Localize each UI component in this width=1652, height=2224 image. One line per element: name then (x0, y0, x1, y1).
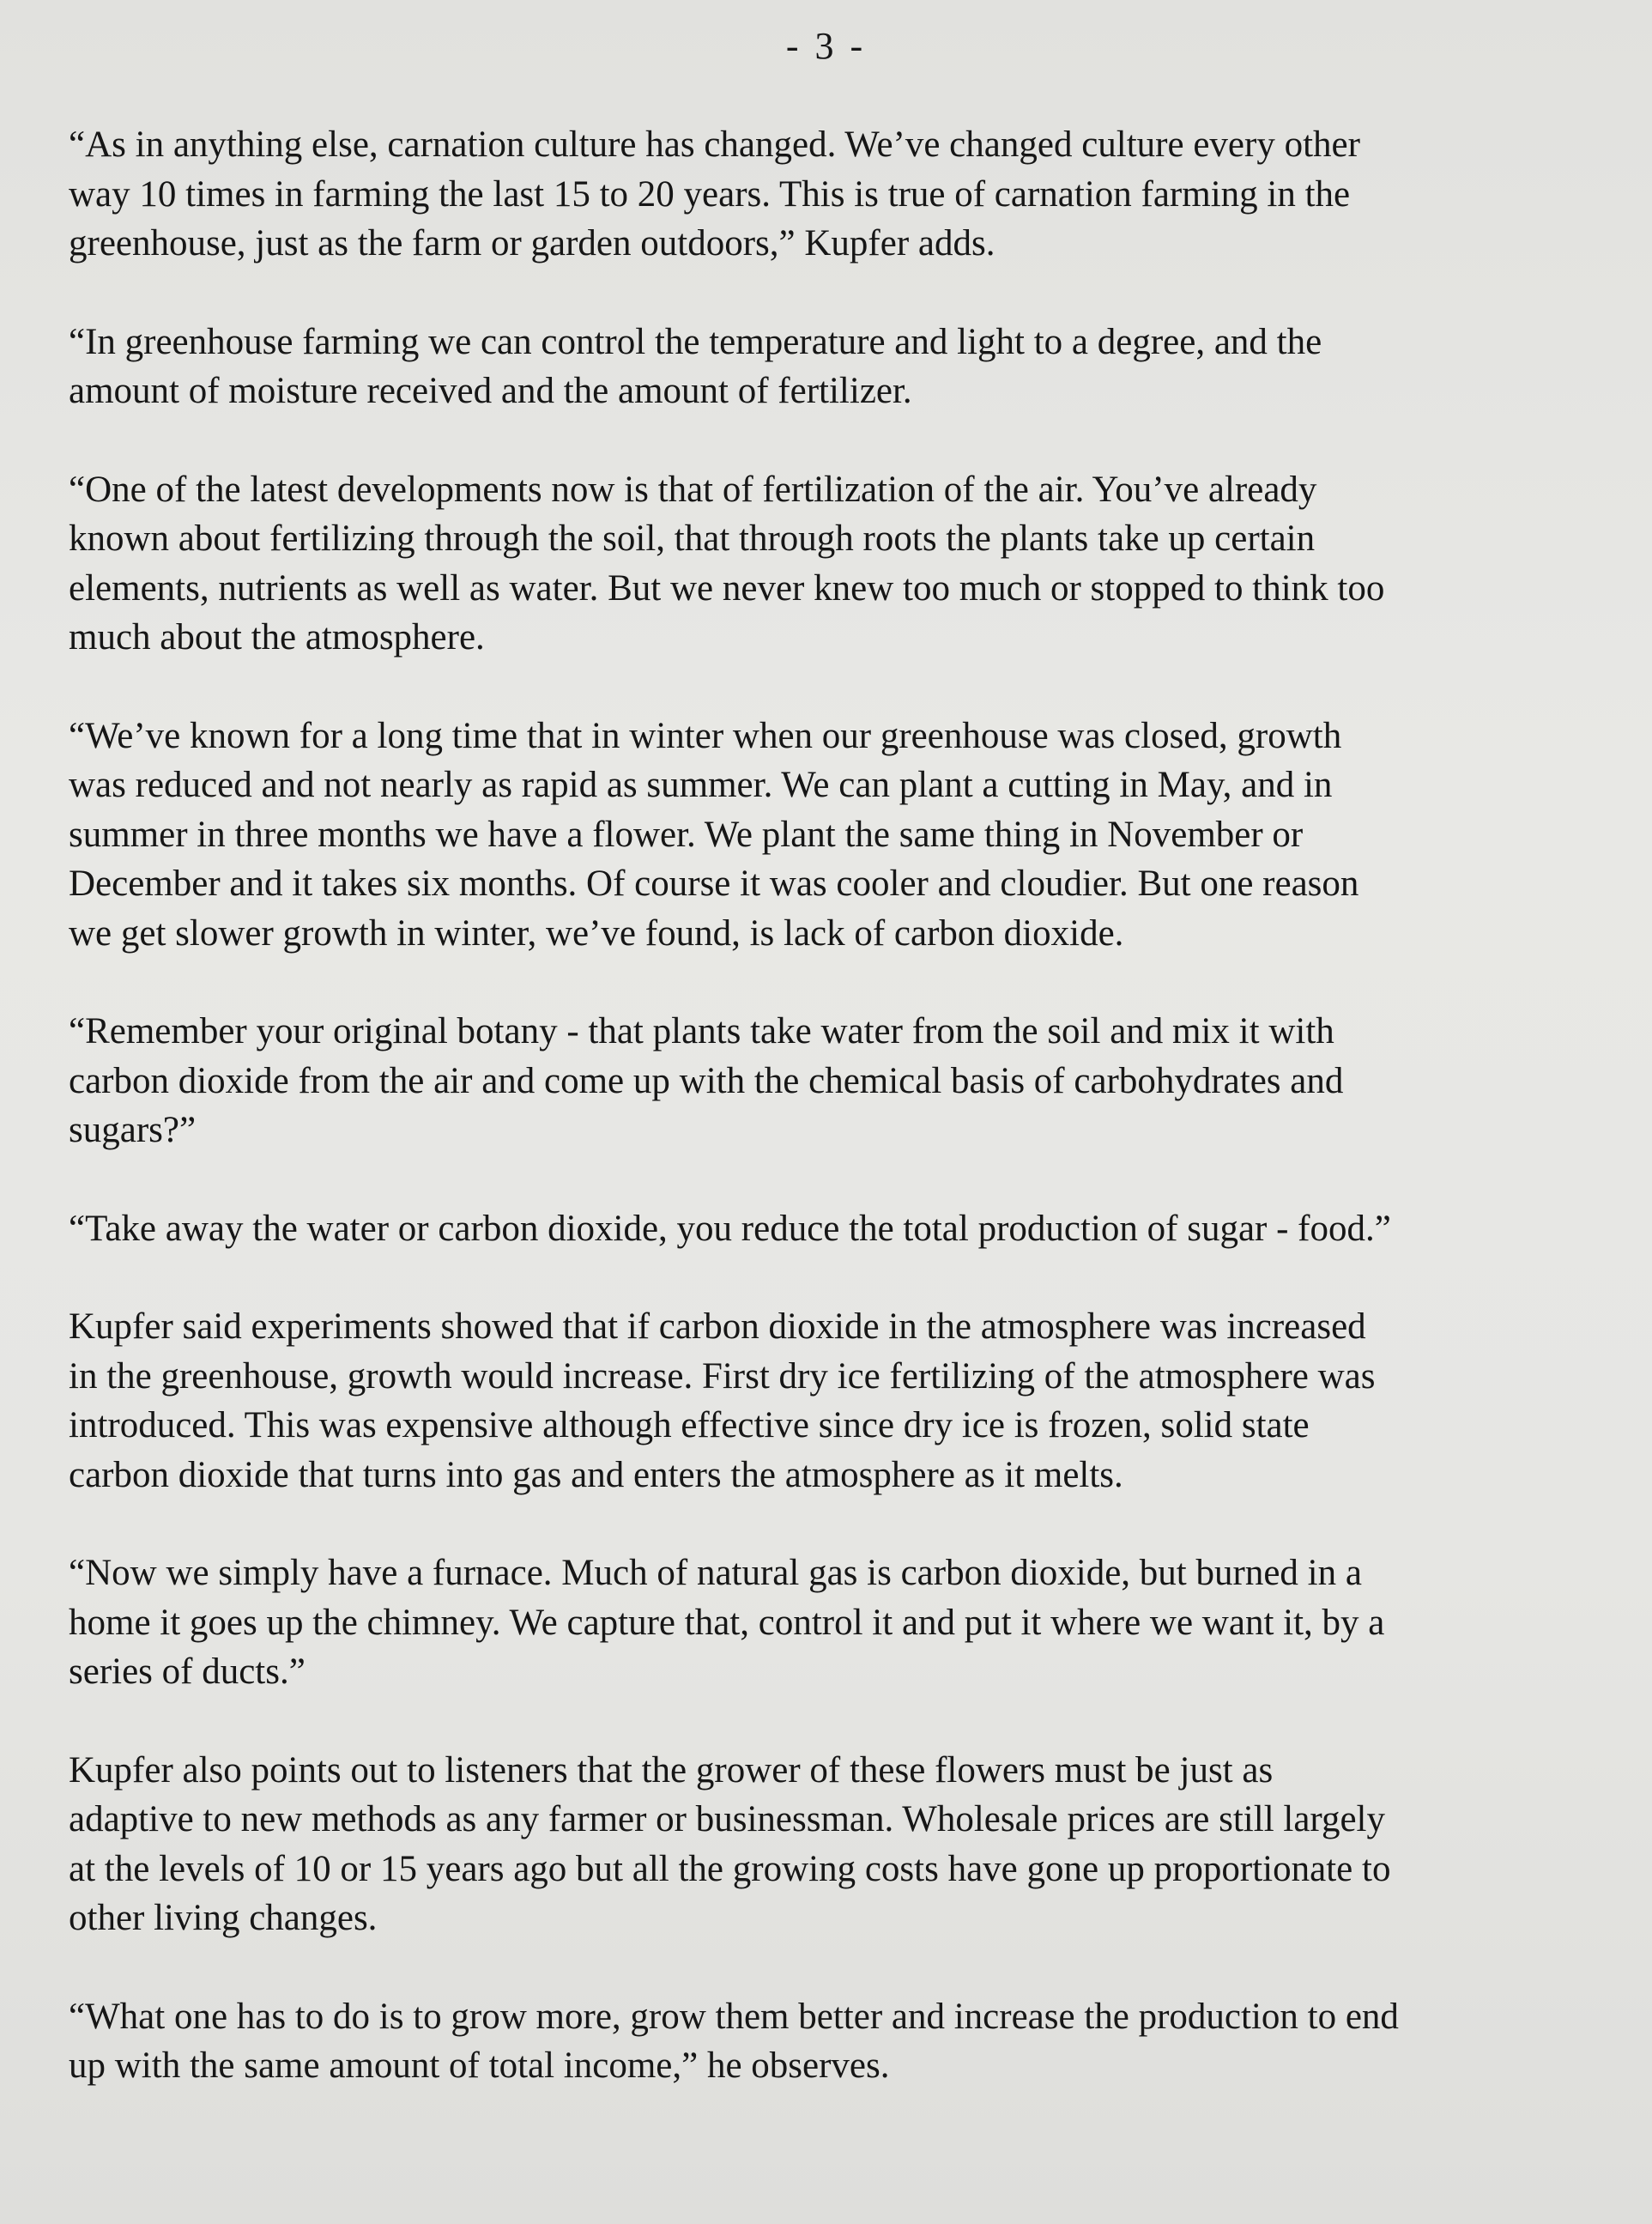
text-line: at the levels of 10 or 15 years ago but all the growing costs have gone up proportionate to (69, 1848, 1391, 1889)
text-line: greenhouse, just as the farm or garden outdoors,” Kupfer adds. (69, 223, 995, 264)
paragraph (69, 318, 1596, 416)
page-number: - 3 - (785, 25, 867, 67)
text-line: up with the same amount of total income,” he observes. (69, 2045, 890, 2086)
text-line: known about fertilizing through the soil, that through roots the plants take up certain (69, 518, 1316, 559)
text-line: “Remember your original botany - that plants take water from the soil and mix it with (69, 1011, 1334, 1051)
text-line: “Now we simply have a furnace. Much of natural gas is carbon dioxide, but burned in a (69, 1553, 1362, 1593)
text-line: other living changes. (69, 1898, 378, 1938)
document-body (69, 120, 1596, 2091)
paragraph (69, 1746, 1596, 1943)
text-line: “What one has to do is to grow more, grow them better and increase the production to end (69, 1996, 1399, 2037)
text-line: adaptive to new methods as any farmer or businessman. Wholesale prices are still largely (69, 1799, 1385, 1839)
text-line: introduced. This was expensive although effective since dry ice is frozen, solid state (69, 1405, 1310, 1445)
text-line: Kupfer said experiments showed that if carbon dioxide in the atmosphere was increased (69, 1306, 1366, 1347)
paragraph (69, 465, 1596, 663)
text-line: amount of moisture received and the amount of fertilizer. (69, 371, 912, 411)
text-line: December and it takes six months. Of course it was cooler and cloudier. But one reason (69, 864, 1359, 904)
text-line: carbon dioxide that turns into gas and enters the atmosphere as it melts. (69, 1454, 1123, 1495)
paragraph (69, 120, 1596, 269)
text-line: “We’ve known for a long time that in winter when our greenhouse was closed, growth (69, 715, 1342, 756)
text-line: “As in anything else, carnation culture has changed. We’ve changed culture every other (69, 124, 1360, 165)
paragraph (69, 1548, 1596, 1697)
text-line: was reduced and not nearly as rapid as summer. We can plant a cutting in May, and in (69, 765, 1333, 805)
text-line: “In greenhouse farming we can control the temperature and light to a degree, and the (69, 321, 1322, 362)
paragraph (69, 1992, 1596, 2091)
paragraph (69, 712, 1596, 959)
text-line: we get slower growth in winter, we’ve found, is lack of carbon dioxide. (69, 912, 1124, 954)
text-line: series of ducts.” (69, 1651, 306, 1692)
text-line: carbon dioxide from the air and come up with the chemical basis of carbohydrates and (69, 1060, 1344, 1101)
paragraph (69, 1302, 1596, 1500)
text-line: in the greenhouse, growth would increase. First dry ice fertilizing of the atmosphere was (69, 1355, 1376, 1397)
text-line: “Take away the water or carbon dioxide, you reduce the total production of sugar - food.” (69, 1208, 1391, 1249)
text-line: Kupfer also points out to listeners that the grower of these flowers must be just as (69, 1749, 1274, 1791)
paragraph (69, 1204, 1596, 1254)
text-line: home it goes up the chimney. We capture that, control it and put it where we want it, by a (69, 1602, 1385, 1643)
text-line: much about the atmosphere. (69, 617, 485, 658)
text-line: way 10 times in farming the last 15 to 20 years. This is true of carnation farming in the (69, 173, 1351, 215)
text-line: “One of the latest developments now is that of fertilization of the air. You’ve already (69, 469, 1317, 510)
text-line: elements, nutrients as well as water. But we never knew too much or stopped to think too (69, 567, 1385, 609)
text-line: summer in three months we have a flower. We plant the same thing in November or (69, 814, 1304, 855)
paragraph (69, 1007, 1596, 1155)
text-line: sugars?” (69, 1110, 197, 1150)
